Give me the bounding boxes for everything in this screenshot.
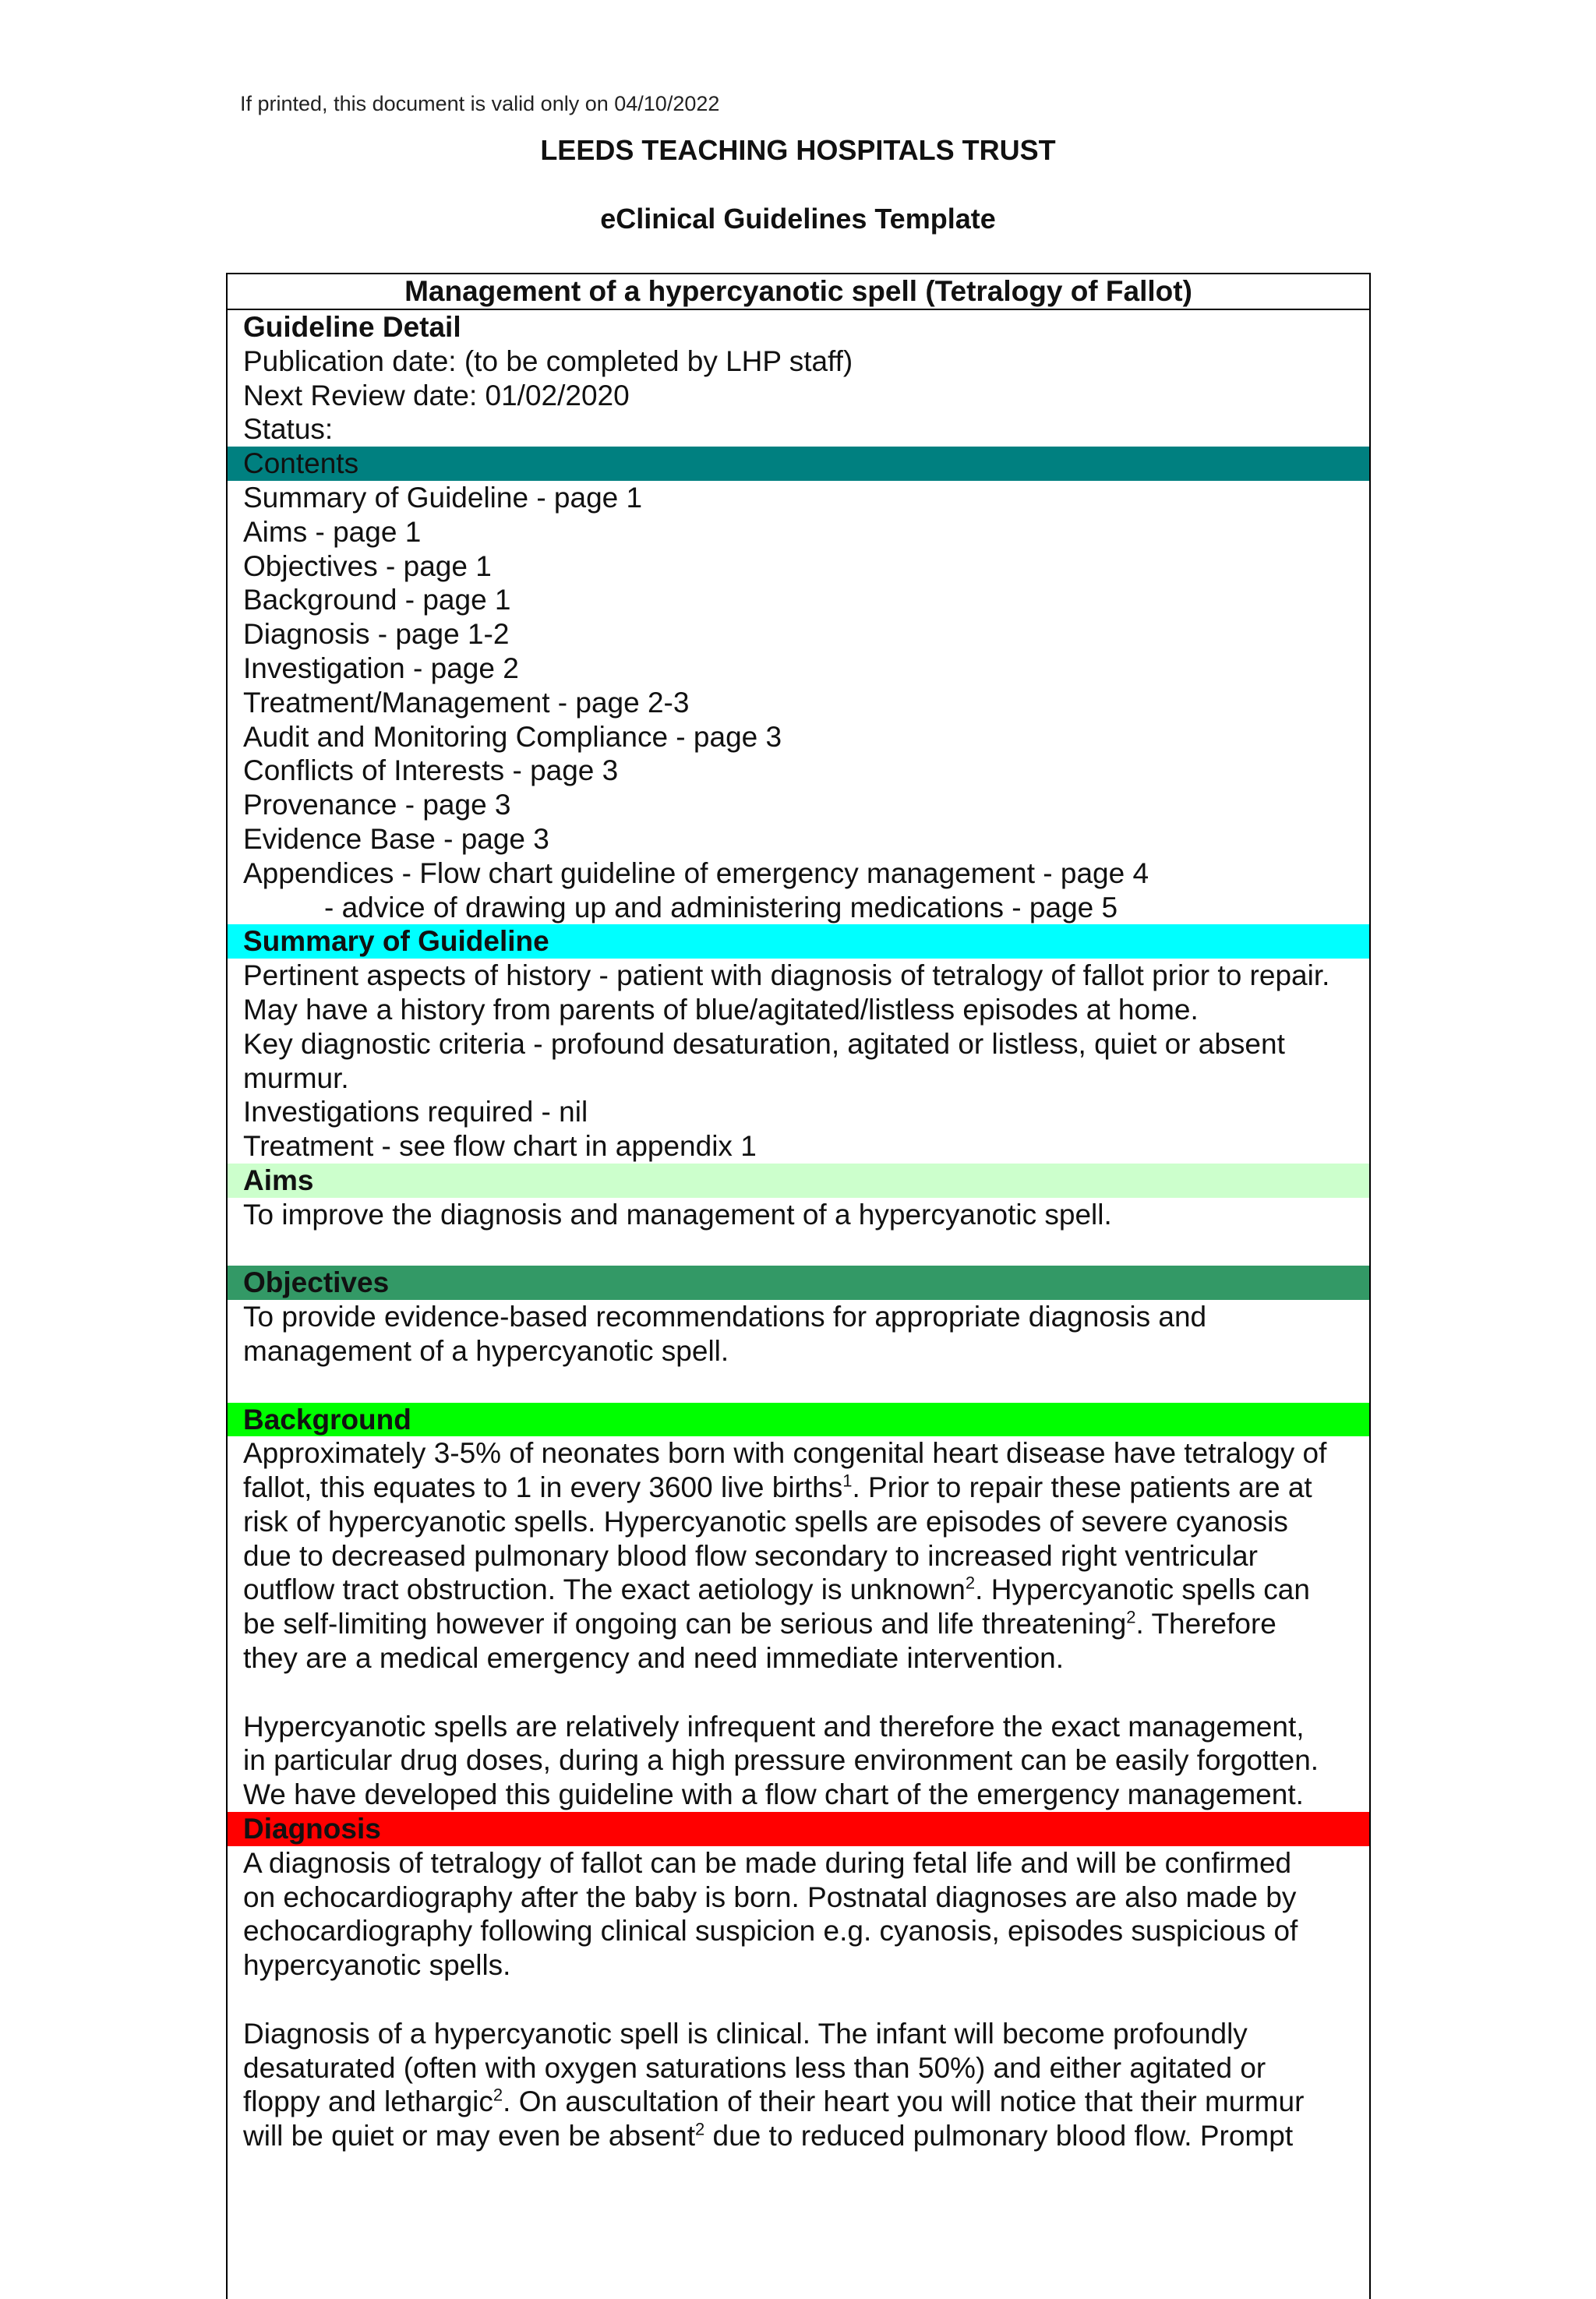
list-item: Evidence Base - page 3 [243, 822, 549, 855]
summary-line: murmur. [243, 1061, 349, 1094]
diagnosis-line: desaturated (often with oxygen saturations less than 50%) and either agitated or [243, 2051, 1266, 2084]
background-line: Hypercyanotic spells are relatively infrequent and therefore the exact management, [243, 1710, 1305, 1743]
validity-notice: If printed, this document is valid only on 04/10/2022 [240, 92, 720, 115]
background-heading: Background [228, 1403, 1369, 1437]
aims-text: To improve the diagnosis and management of a hypercyanotic spell. [243, 1198, 1112, 1231]
guideline-detail-heading: Guideline Detail [243, 311, 461, 343]
background-line: Approximately 3-5% of neonates born with congenital heart disease have tetralogy of [243, 1437, 1327, 1470]
objectives-line: management of a hypercyanotic spell. [243, 1334, 729, 1367]
status-field: Status: [243, 413, 334, 446]
list-sub-item: - advice of drawing up and administering medications - page 5 [324, 891, 1118, 923]
background-line: be self-limiting however if ongoing can be serious and life threatening$^2$. Therefore [243, 1607, 1276, 1640]
summary-line: Key diagnostic criteria - profound desaturation, agitated or listless, quiet or absent [243, 1027, 1285, 1060]
background-section [228, 1436, 1369, 1812]
diagnosis-line: will be quiet or may even be absent$^2$ due to reduced pulmonary blood flow. Prompt [243, 2119, 1294, 2152]
summary-heading: Summary of Guideline [228, 924, 1369, 959]
background-line: outflow tract obstruction. The exact aetiology is unknown$^2$. Hypercyanotic spells can [243, 1573, 1310, 1606]
trust-name: LEEDS TEACHING HOSPITALS TRUST [540, 134, 1056, 166]
background-line: fallot, this equates to 1 in every 3600 live births$^1$. Prior to repair these patients are at [243, 1471, 1312, 1504]
diagnosis-line: floppy and lethargic$^2$. On auscultation of their heart you will notice that their murmur [243, 2085, 1305, 2118]
guideline-detail-section [228, 310, 1369, 447]
list-item: Treatment/Management - page 2-3 [243, 686, 690, 719]
list-item: Background - page 1 [243, 584, 511, 616]
citation-ref: 2 [1126, 1607, 1136, 1627]
background-line: due to decreased pulmonary blood flow secondary to increased right ventricular [243, 1539, 1258, 1572]
background-line: in particular drug doses, during a high pressure environment can be easily forgotten. [243, 1744, 1319, 1777]
list-item: Provenance - page 3 [243, 789, 511, 821]
contents-heading: Contents [228, 447, 1369, 481]
diagnosis-section [228, 1846, 1369, 2153]
template-title: eClinical Guidelines Template [600, 203, 996, 235]
diagnosis-line: echocardiography following clinical suspicion e.g. cyanosis, episodes suspicious of [243, 1915, 1298, 1948]
diagnosis-line: hypercyanotic spells. [243, 1949, 511, 1982]
objectives-line: To provide evidence-based recommendations for appropriate diagnosis and [243, 1301, 1207, 1333]
objectives-section [228, 1300, 1369, 1402]
background-line: risk of hypercyanotic spells. Hypercyanotic spells are episodes of severe cyanosis [243, 1505, 1288, 1538]
list-item: Diagnosis - page 1-2 [243, 618, 510, 651]
guideline-table [226, 273, 1371, 2299]
list-item: Conflicts of Interests - page 3 [243, 754, 619, 787]
aims-heading: Aims [228, 1164, 1369, 1198]
objectives-heading: Objectives [228, 1266, 1369, 1300]
citation-ref: 2 [965, 1573, 976, 1594]
aims-section [228, 1198, 1369, 1266]
list-item: Objectives - page 1 [243, 549, 492, 582]
list-item: Appendices - Flow chart guideline of emergency management - page 4 [243, 856, 1149, 889]
summary-line: Investigations required - nil [243, 1096, 588, 1128]
diagnosis-line: A diagnosis of tetralogy of fallot can be made during fetal life and will be confirmed [243, 1846, 1292, 1879]
background-line: We have developed this guideline with a flow chart of the emergency management. [243, 1778, 1304, 1811]
background-line: they are a medical emergency and need immediate intervention. [243, 1642, 1065, 1675]
publication-date: Publication date: (to be completed by LHP staff) [243, 344, 853, 377]
citation-ref: 1 [842, 1471, 853, 1491]
citation-ref: 2 [695, 2119, 705, 2139]
diagnosis-heading: Diagnosis [228, 1812, 1369, 1846]
guideline-title: Management of a hypercyanotic spell (Tetralogy of Fallot) [228, 274, 1369, 310]
summary-line: Pertinent aspects of history - patient with diagnosis of tetralogy of fallot prior to repair. [243, 959, 1330, 992]
diagnosis-line: Diagnosis of a hypercyanotic spell is clinical. The infant will become profoundly [243, 2017, 1248, 2050]
list-item: Investigation - page 2 [243, 652, 519, 684]
list-item: Aims - page 1 [243, 515, 422, 548]
summary-section [228, 959, 1369, 1164]
next-review-date: Next Review date: 01/02/2020 [243, 379, 630, 411]
list-item: Audit and Monitoring Compliance - page 3 [243, 720, 782, 753]
summary-line: Treatment - see flow chart in appendix 1 [243, 1130, 757, 1163]
citation-ref: 2 [493, 2085, 503, 2106]
list-item: Summary of Guideline - page 1 [243, 481, 643, 514]
summary-line: May have a history from parents of blue/agitated/listless episodes at home. [243, 993, 1199, 1026]
diagnosis-line: on echocardiography after the baby is born. Postnatal diagnoses are also made by [243, 1881, 1297, 1913]
contents-list [228, 481, 1369, 924]
